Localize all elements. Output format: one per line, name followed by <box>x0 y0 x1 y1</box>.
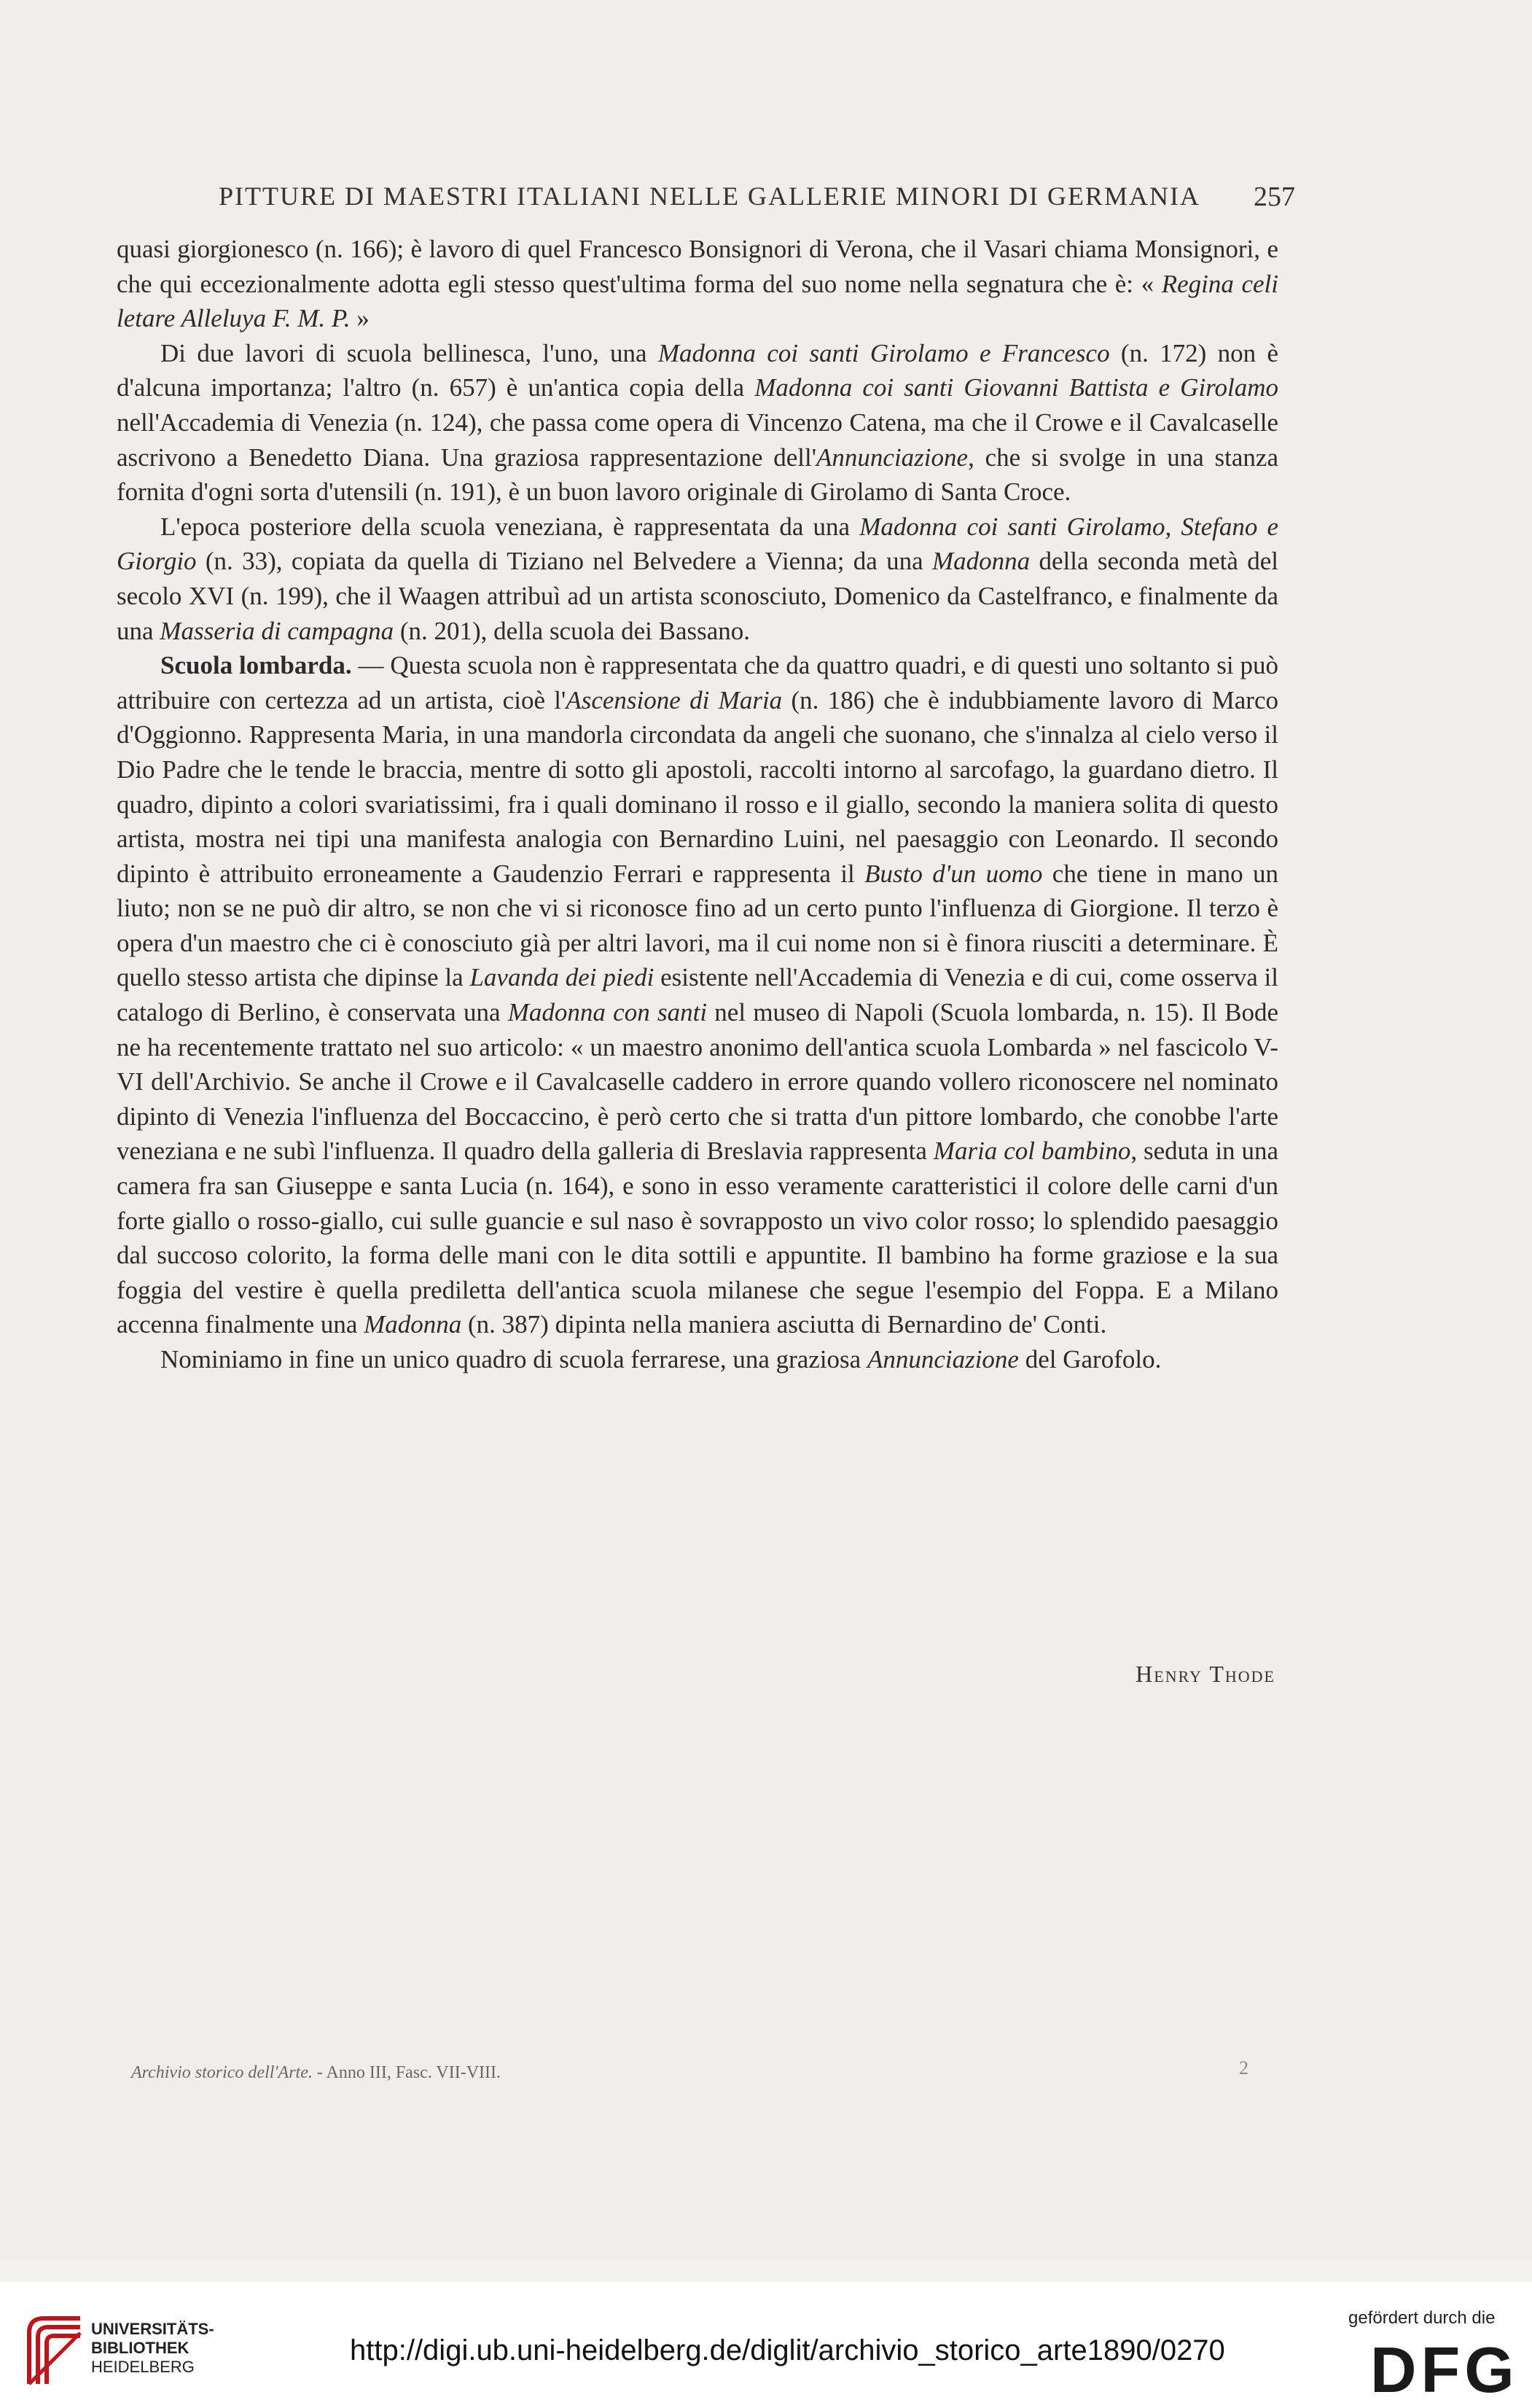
journal-footline: Archivio storico dell'Arte. - Anno III, Fasc. VII-VIII. <box>131 2063 501 2082</box>
paragraph-3: L'epoca posteriore della scuola veneziana, è rappresentata da una Madonna coi santi Girolamo, Stefano e Giorgio (n. 33), copiata da quella di Tiziano nel Belvedere a Vienna; da una Madonna della seconda metà del secolo XVI (n. 199), che il Waagen attribuì ad un artista sconosciuto, Domenico da Castelfranco, e finalmente da una Masseria di campagna (n. 201), della scuola dei Bassano. <box>117 512 1278 645</box>
paragraph-2: Di due lavori di scuola bellinesca, l'uno, una Madonna coi santi Girolamo e Francesco (n. 172) non è d'alcuna importanza; l'altro (n. 657) è un'antica copia della Madonna coi santi Giovanni Battista e Girolamo nell'Accademia di Venezia (n. 124), che passa come opera di Vincenzo Catena, ma che il Crowe e il Cavalcaselle ascrivono a Benedetto Diana. Una graziosa rappresentazione dell'Annunciazione, che si svolge in una stanza fornita d'ogni sorta d'utensili (n. 191), è un buon lavoro originale di Girolamo di Santa Croce. <box>117 338 1278 507</box>
funding-label: gefördert durch die <box>1348 2308 1496 2328</box>
paragraph-4: Scuola lombarda. — Questa scuola non è rappresentata che da quattro quadri, e di questi uno soltanto si può attribuire con certezza ad un artista, cioè l'Ascensione di Maria (n. 186) che è indubbiamente lavoro di Marco d'Oggionno. Rappresenta Maria, in una mandorla circondata da angeli che suonano, che s'innalza al cielo verso il Dio Padre che le tende le braccia, mentre di sotto gli apostoli, raccolti intorno al sarcofago, la guardano dietro. Il quadro, dipinto a colori svariatissimi, fra i quali dominano il rosso e il giallo, secondo la maniera solita di questo artista, mostra nei tipi una manifesta analogia con Bernardino Luini, nel paesaggio con Leonardo. Il secondo dipinto è attribuito erroneamente a Gaudenzio Ferrari e rappresenta il Busto d'un uomo che tiene in mano un liuto; non se ne può dir altro, se non che vi si riconosce fino ad un certo punto l'influenza di Giorgione. Il terzo è opera d'un maestro che ci è conosciuto già per altri lavori, ma il cui nome non si è finora riusciti a determinare. È quello stesso artista che dipinse la Lavanda dei piedi esistente nell'Accademia di Venezia e di cui, come osserva il catalogo di Berlino, è conservata una Madonna con santi nel museo di Napoli (Scuola lombarda, n. 15). Il Bode ne ha recentemente trattato nel suo articolo: « un maestro anonimo dell'antica scuola Lombarda » nel fascicolo V-VI dell'Archivio. Se anche il Crowe e il Cavalcaselle caddero in errore quando vollero riconoscere nel nominato dipinto di Venezia l'influenza del Boccaccino, è però certo che si tratta d'un pittore lombardo, che conobbe l'arte veneziana e ne subì l'influenza. Il quadro della galleria di Breslavia rappresenta Maria col bambino, seduta in una camera fra san Giuseppe e santa Lucia (n. 164), e sono in esso veramente caratteristici il colore delle carni d'un forte giallo o rosso-giallo, cui sulle guancie e sul naso è sovrapposto un vivo color rosso; lo splendido paesaggio dal succoso colorito, la forma delle mani con le dita sottili e appuntite. Il bambino ha forme graziose e la sua foggia del vestire è quella prediletta dell'antica scuola milanese che segue l'esempio del Foppa. E a Milano accenna finalmente una Madonna (n. 387) dipinta nella maniera asciutta di Bernardino de' Conti. <box>117 651 1279 1339</box>
author-signature: Henry Thode <box>1136 1661 1275 1687</box>
printer-signature-mark: 2 <box>1239 2057 1248 2078</box>
library-name: UNIVERSITÄTS- BIBLIOTHEK HEIDELBERG <box>91 2320 214 2376</box>
dfg-logo-icon: DFG <box>1370 2334 1519 2406</box>
digitization-footer <box>0 2282 1532 2408</box>
running-title: PITTURE DI MAESTRI ITALIANI NELLE GALLERIE MINORI DI GERMANIA <box>219 182 1200 211</box>
permalink-url[interactable]: http://digi.ub.uni-heidelberg.de/diglit/archivio_storico_arte1890/0270 <box>350 2334 1225 2366</box>
page-header <box>0 181 1532 217</box>
section-heading: Scuola lombarda. <box>160 651 352 680</box>
paragraph-1: quasi giorgionesco (n. 166); è lavoro di quel Francesco Bonsignori di Verona, che il Vasari chiama Monsignori, e che qui eccezionalmente adotta egli stesso quest'ultima forma del suo nome nella segnatura che è: « Regina celi letare Alleluya F. M. P. » <box>117 235 1278 333</box>
university-library-logo-icon <box>22 2311 87 2391</box>
paragraph-5: Nominiamo in fine un unico quadro di scuola ferrarese, una graziosa Annunciazione del Garofolo. <box>160 1345 1162 1374</box>
page-number: 257 <box>1254 182 1295 212</box>
article-body <box>117 232 1278 1377</box>
